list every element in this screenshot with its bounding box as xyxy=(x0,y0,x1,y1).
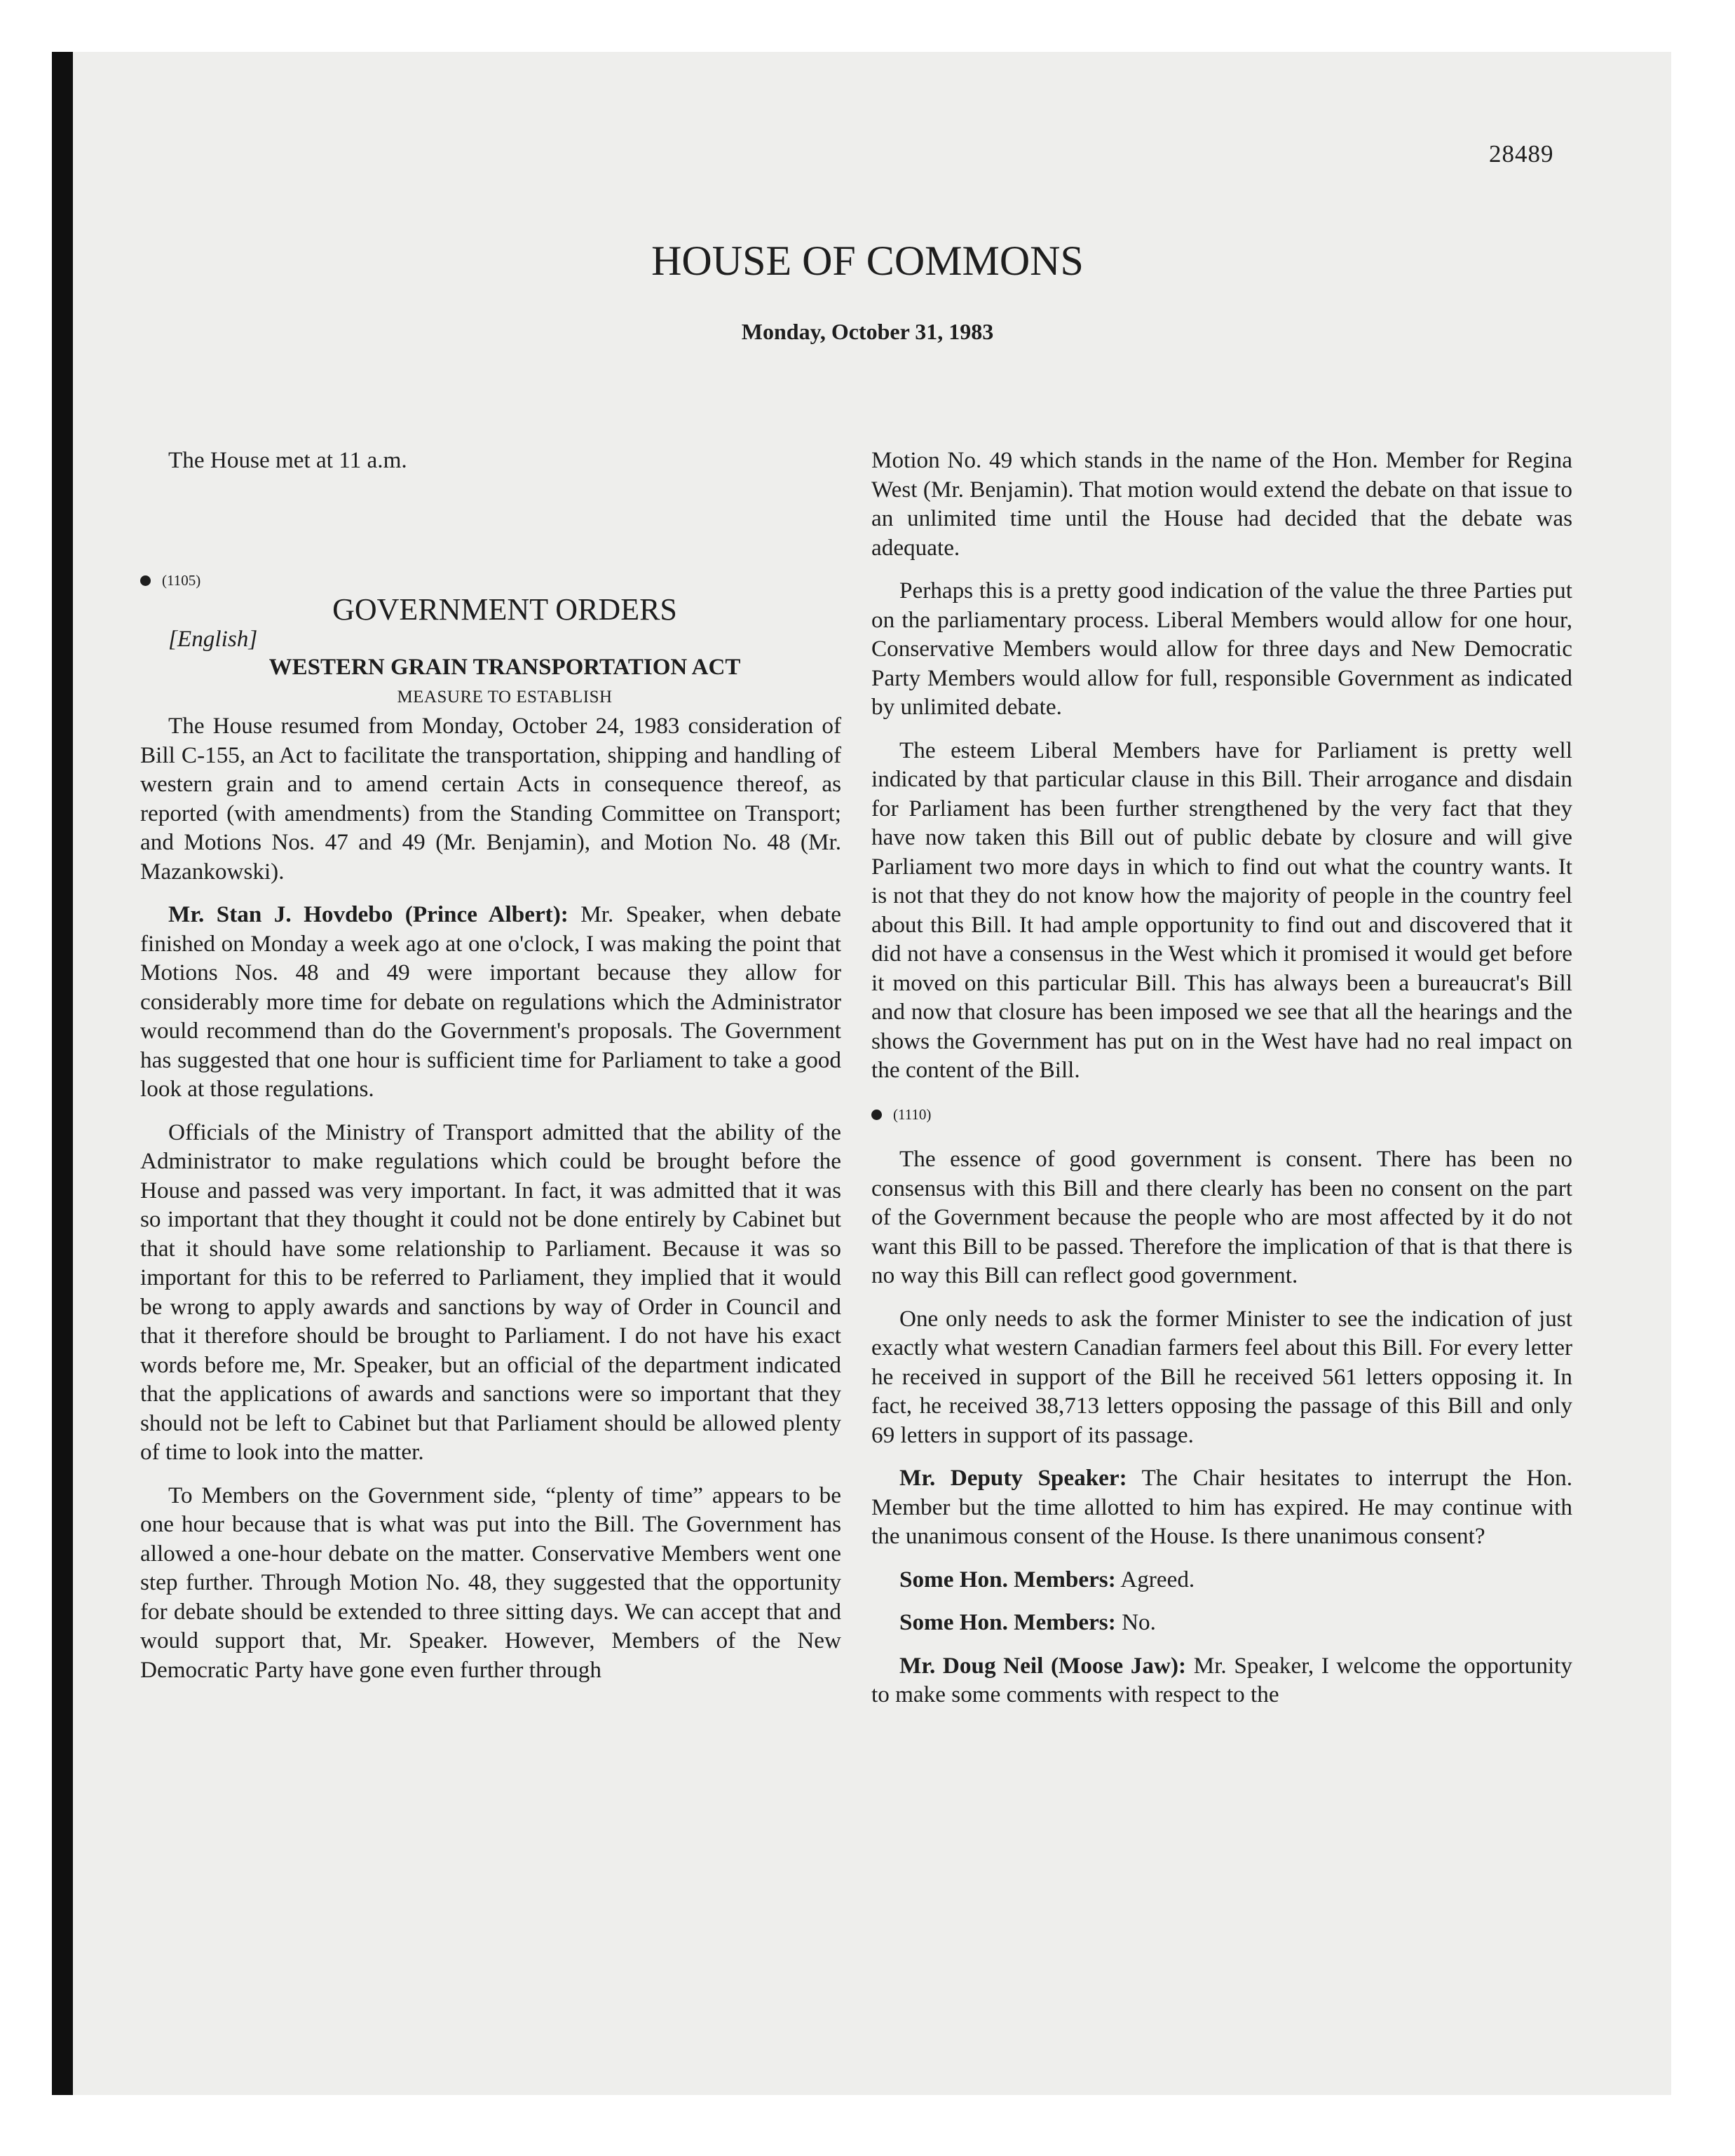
speaker-name: Some Hon. Members: xyxy=(899,1566,1116,1592)
timestamp-1110 xyxy=(871,1100,1572,1130)
paragraph: The essence of good government is consent. There has been no consensus with this Bill and there clearly has been no consent on the part of the Government because the people who are most affected by it do not want this Bill to be passed. Therefore the implication of that is that there is no way this Bill can reflect good government. xyxy=(871,1146,1572,1288)
paragraph xyxy=(871,1464,1572,1551)
speech-text: Agreed. xyxy=(1115,1566,1195,1592)
paragraph: One only needs to ask the former Minister to see the indication of just exactly what western Canadian farmers feel about this Bill. For every letter he received in support of the Bill he received 561 letters opposing it. In fact, he received 38,713 letters opposing the passage of this Bill and only 69 letters in support of its passage. xyxy=(871,1305,1572,1448)
bill-title: WESTERN GRAIN TRANSPORTATION ACT xyxy=(268,655,741,680)
speaker-name: Mr. Doug Neil (Moose Jaw): xyxy=(899,1652,1187,1679)
left-column xyxy=(140,446,841,1684)
page-number: 28489 xyxy=(1489,140,1554,168)
paragraph: The esteem Liberal Members have for Parliament is pretty well indicated by that particular clause in this Bill. Their arrogance and disdain for Parliament has been further strengthened by the very fact that they have now taken this Bill out of public debate by closure and will give Parliament two more days in which to find out what the country wants. It is not that they do not know how the majority of people in the country feel about this Bill. It had ample opportunity to find out and discovered that it did not have a consensus in the West which it promised it would get before it moved on this particular Bill. This has always been a bureaucrat's Bill and now that closure has been imposed we see that all the hearings and the shows the Government has put on in the West have had no real impact on the content of the Bill. xyxy=(871,737,1572,1083)
house-met-line: The House met at 11 a.m. xyxy=(168,447,407,473)
language-tag: [English] xyxy=(168,625,258,652)
bullet-icon xyxy=(871,1110,882,1120)
paragraph xyxy=(871,1565,1572,1595)
speaker-name: Some Hon. Members: xyxy=(899,1609,1116,1635)
page-title: HOUSE OF COMMONS xyxy=(651,238,1084,284)
paragraph: Motion No. 49 which stands in the name of the Hon. Member for Regina West (Mr. Benjamin). That motion would extend the debate on that issue to an unlimited time until the House had decided that the debate was adequate. xyxy=(871,447,1572,561)
timestamp-text: (1105) xyxy=(162,571,201,589)
speaker-name: Mr. Stan J. Hovdebo (Prince Albert): xyxy=(168,901,569,927)
timestamp-text: (1110) xyxy=(893,1105,932,1123)
paragraph xyxy=(871,1651,1572,1710)
speech-text: The Chair hesitates to interrupt the Hon. Member but the time allotted to him has expired. He may continue with the unanimous consent of the House. Is there unanimous consent? xyxy=(871,1465,1572,1549)
speaker-name: Mr. Deputy Speaker: xyxy=(899,1465,1127,1491)
paragraph: The House resumed from Monday, October 24, 1983 consideration of Bill C-155, an Act to facilitate the transportation, shipping and handling of western grain and to amend certain Acts in consequence thereof, as reported (with amendments) from the Standing Committee on Transport; and Motions Nos. 47 and 49 (Mr. Benjamin), and Motion No. 48 (Mr. Mazankowski). xyxy=(140,713,841,885)
sitting-date: Monday, October 31, 1983 xyxy=(741,319,994,344)
bullet-icon xyxy=(140,575,151,586)
speech-text: Mr. Speaker, when debate finished on Monday a week ago at one o'clock, I was making the point that Motions Nos. 48 and 49 were important because they allow for considerably more time for debate on regulations which the Administrator would recommend than do the Government's proposals. The Government has suggested that one hour is sufficient time for Parliament to take a good look at those regulations. xyxy=(140,901,841,1102)
paragraph xyxy=(140,900,841,1104)
right-column xyxy=(871,446,1572,1710)
paragraph: Perhaps this is a pretty good indication of the value the three Parties put on the parliamentary process. Liberal Members would allow for one hour, Conservative Members would allow for three days and New Democratic Party Members would allow for full, responsible Government as indicated by unlimited debate. xyxy=(871,578,1572,720)
paragraph xyxy=(871,1608,1572,1637)
paragraph: Officials of the Ministry of Transport admitted that the ability of the Administrator to make regulations which could be brought before the House and passed was very important. In fact, it was admitted that it was so important that they thought it could not be done entirely by Cabinet but that it should have some relationship to Parliament. Because it was so important for this to be referred to Parliament, they implied that it would be wrong to apply awards and sanctions by way of Order in Council and that it therefore should be brought to Parliament. I do not have his exact words before me, Mr. Speaker, but an official of the department indicated that the applications of awards and sanctions were so important that they should not be left to Cabinet but that Parliament should be allowed plenty of time to look into the matter. xyxy=(140,1119,841,1465)
timestamp-1105 xyxy=(140,566,841,596)
section-heading: GOVERNMENT ORDERS xyxy=(332,592,677,627)
binding-edge xyxy=(52,52,73,2095)
paragraph: To Members on the Government side, “plenty of time” appears to be one hour because that is what was put into the Bill. The Government has allowed a one-hour debate on the matter. Conservative Members went one step further. Through Motion No. 48, they suggested that the opportunity for debate should be extended to three sitting days. We can accept that and would support that, Mr. Speaker. However, Members of the New Democratic Party have gone even further through xyxy=(140,1482,841,1683)
speech-text: Mr. Speaker, I welcome the opportunity to make some comments with respect to the xyxy=(871,1652,1572,1707)
bill-subtitle: MEASURE TO ESTABLISH xyxy=(397,687,613,707)
speech-text: No. xyxy=(1115,1609,1156,1635)
